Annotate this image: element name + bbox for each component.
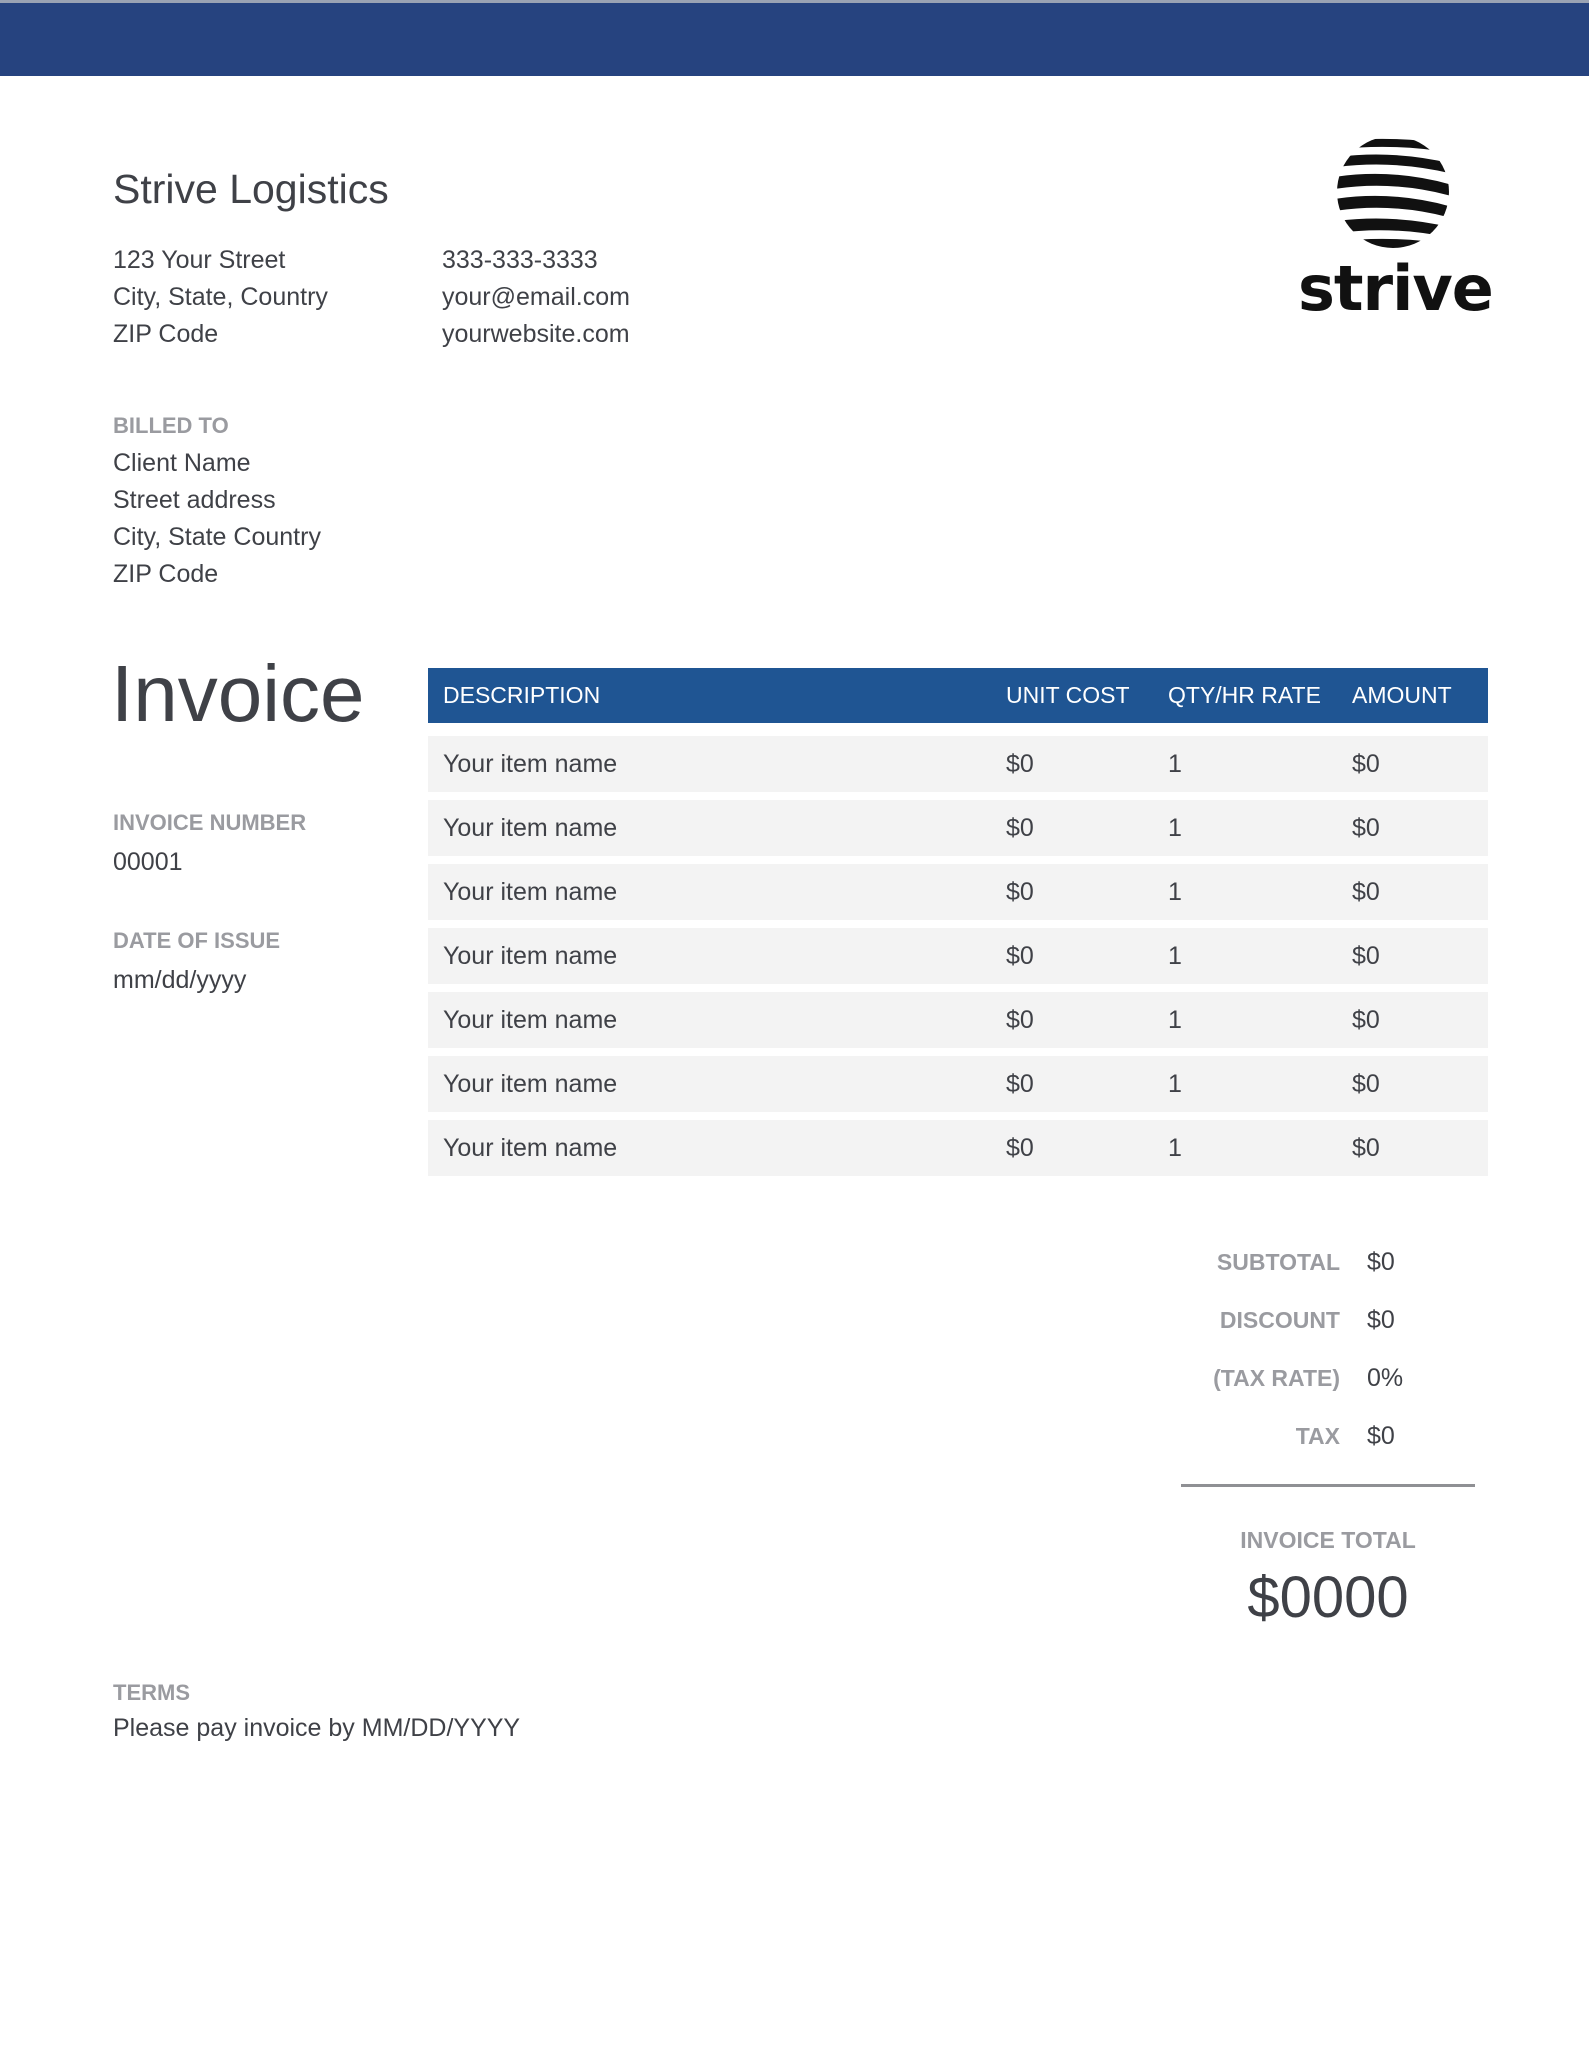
table-row [428,1120,1488,1176]
column-header-description: DESCRIPTION [443,682,601,708]
line-items-table [428,668,1488,1184]
item-amount: $0 [1352,1069,1380,1098]
item-description: Your item name [443,1069,618,1098]
column-header-amount: AMOUNT [1352,682,1452,708]
table-row [428,864,1488,920]
item-description: Your item name [443,877,618,906]
item-qty: 1 [1168,877,1182,906]
totals-block [1100,1233,1500,1465]
column-header-qty: QTY/HR RATE [1168,682,1321,708]
invoice-number-block [113,810,306,877]
phone-number: 333-333-3333 [442,246,598,274]
invoice-number-label: INVOICE NUMBER [113,810,307,835]
item-qty: 1 [1168,749,1182,778]
table-header [428,668,1488,723]
item-qty: 1 [1168,1069,1182,1098]
column-header-unit-cost: UNIT COST [1006,682,1130,708]
tax-value: $0 [1367,1421,1395,1450]
company-contact [442,242,630,353]
header-bar [0,0,1589,76]
item-qty: 1 [1168,813,1182,842]
discount-value: $0 [1367,1305,1395,1334]
terms-text: Please pay invoice by MM/DD/YYYY [113,1714,521,1742]
invoice-number: 00001 [113,848,183,876]
invoice-total-label: INVOICE TOTAL [1240,1527,1416,1553]
subtotal-row [1100,1233,1500,1291]
client-line: Street address [113,486,276,514]
item-amount: $0 [1352,749,1380,778]
item-amount: $0 [1352,1133,1380,1162]
item-unit-cost: $0 [1006,1005,1034,1034]
table-row [428,992,1488,1048]
discount-row [1100,1291,1500,1349]
date-of-issue-label: DATE OF ISSUE [113,928,281,953]
address-line: 123 Your Street [113,246,286,274]
item-amount: $0 [1352,877,1380,906]
logo-wordmark: strive [1298,252,1493,325]
address-line: ZIP Code [113,320,219,348]
item-amount: $0 [1352,813,1380,842]
billed-to-block [113,411,321,593]
company-address [113,242,328,353]
client-line: Client Name [113,449,251,477]
client-line: ZIP Code [113,560,219,588]
item-qty: 1 [1168,1133,1182,1162]
address-line: City, State, Country [113,283,328,311]
billed-to-label: BILLED TO [113,413,229,438]
totals-divider [1181,1484,1475,1487]
invoice-title: Invoice [111,649,365,738]
item-unit-cost: $0 [1006,813,1034,842]
email-address: your@email.com [442,283,630,311]
item-description: Your item name [443,941,618,970]
website: yourwebsite.com [442,320,630,348]
item-amount: $0 [1352,1005,1380,1034]
date-of-issue-block [113,928,280,995]
tax-label: TAX [1295,1422,1340,1449]
item-unit-cost: $0 [1006,1069,1034,1098]
subtotal-label: SUBTOTAL [1216,1248,1340,1275]
subtotal-value: $0 [1367,1247,1395,1276]
item-unit-cost: $0 [1006,749,1034,778]
item-unit-cost: $0 [1006,941,1034,970]
tax-rate-row [1100,1349,1500,1407]
date-of-issue: mm/dd/yyyy [113,966,247,994]
tax-rate-label: (TAX RATE) [1213,1364,1340,1391]
client-line: City, State Country [113,523,321,551]
discount-label: DISCOUNT [1219,1306,1340,1333]
terms-block [113,1680,520,1743]
table-row [428,800,1488,856]
item-unit-cost: $0 [1006,1133,1034,1162]
tax-row [1100,1407,1500,1465]
table-row [428,928,1488,984]
item-description: Your item name [443,1133,618,1162]
item-unit-cost: $0 [1006,877,1034,906]
item-description: Your item name [443,813,618,842]
tax-rate-value: 0% [1367,1363,1404,1392]
invoice-total-value: $0000 [1247,1565,1409,1630]
company-name: Strive Logistics [113,166,389,212]
table-row [428,736,1488,792]
item-amount: $0 [1352,941,1380,970]
item-description: Your item name [443,1005,618,1034]
table-row [428,1056,1488,1112]
item-qty: 1 [1168,1005,1182,1034]
item-description: Your item name [443,749,618,778]
terms-label: TERMS [113,1680,190,1705]
item-qty: 1 [1168,941,1182,970]
